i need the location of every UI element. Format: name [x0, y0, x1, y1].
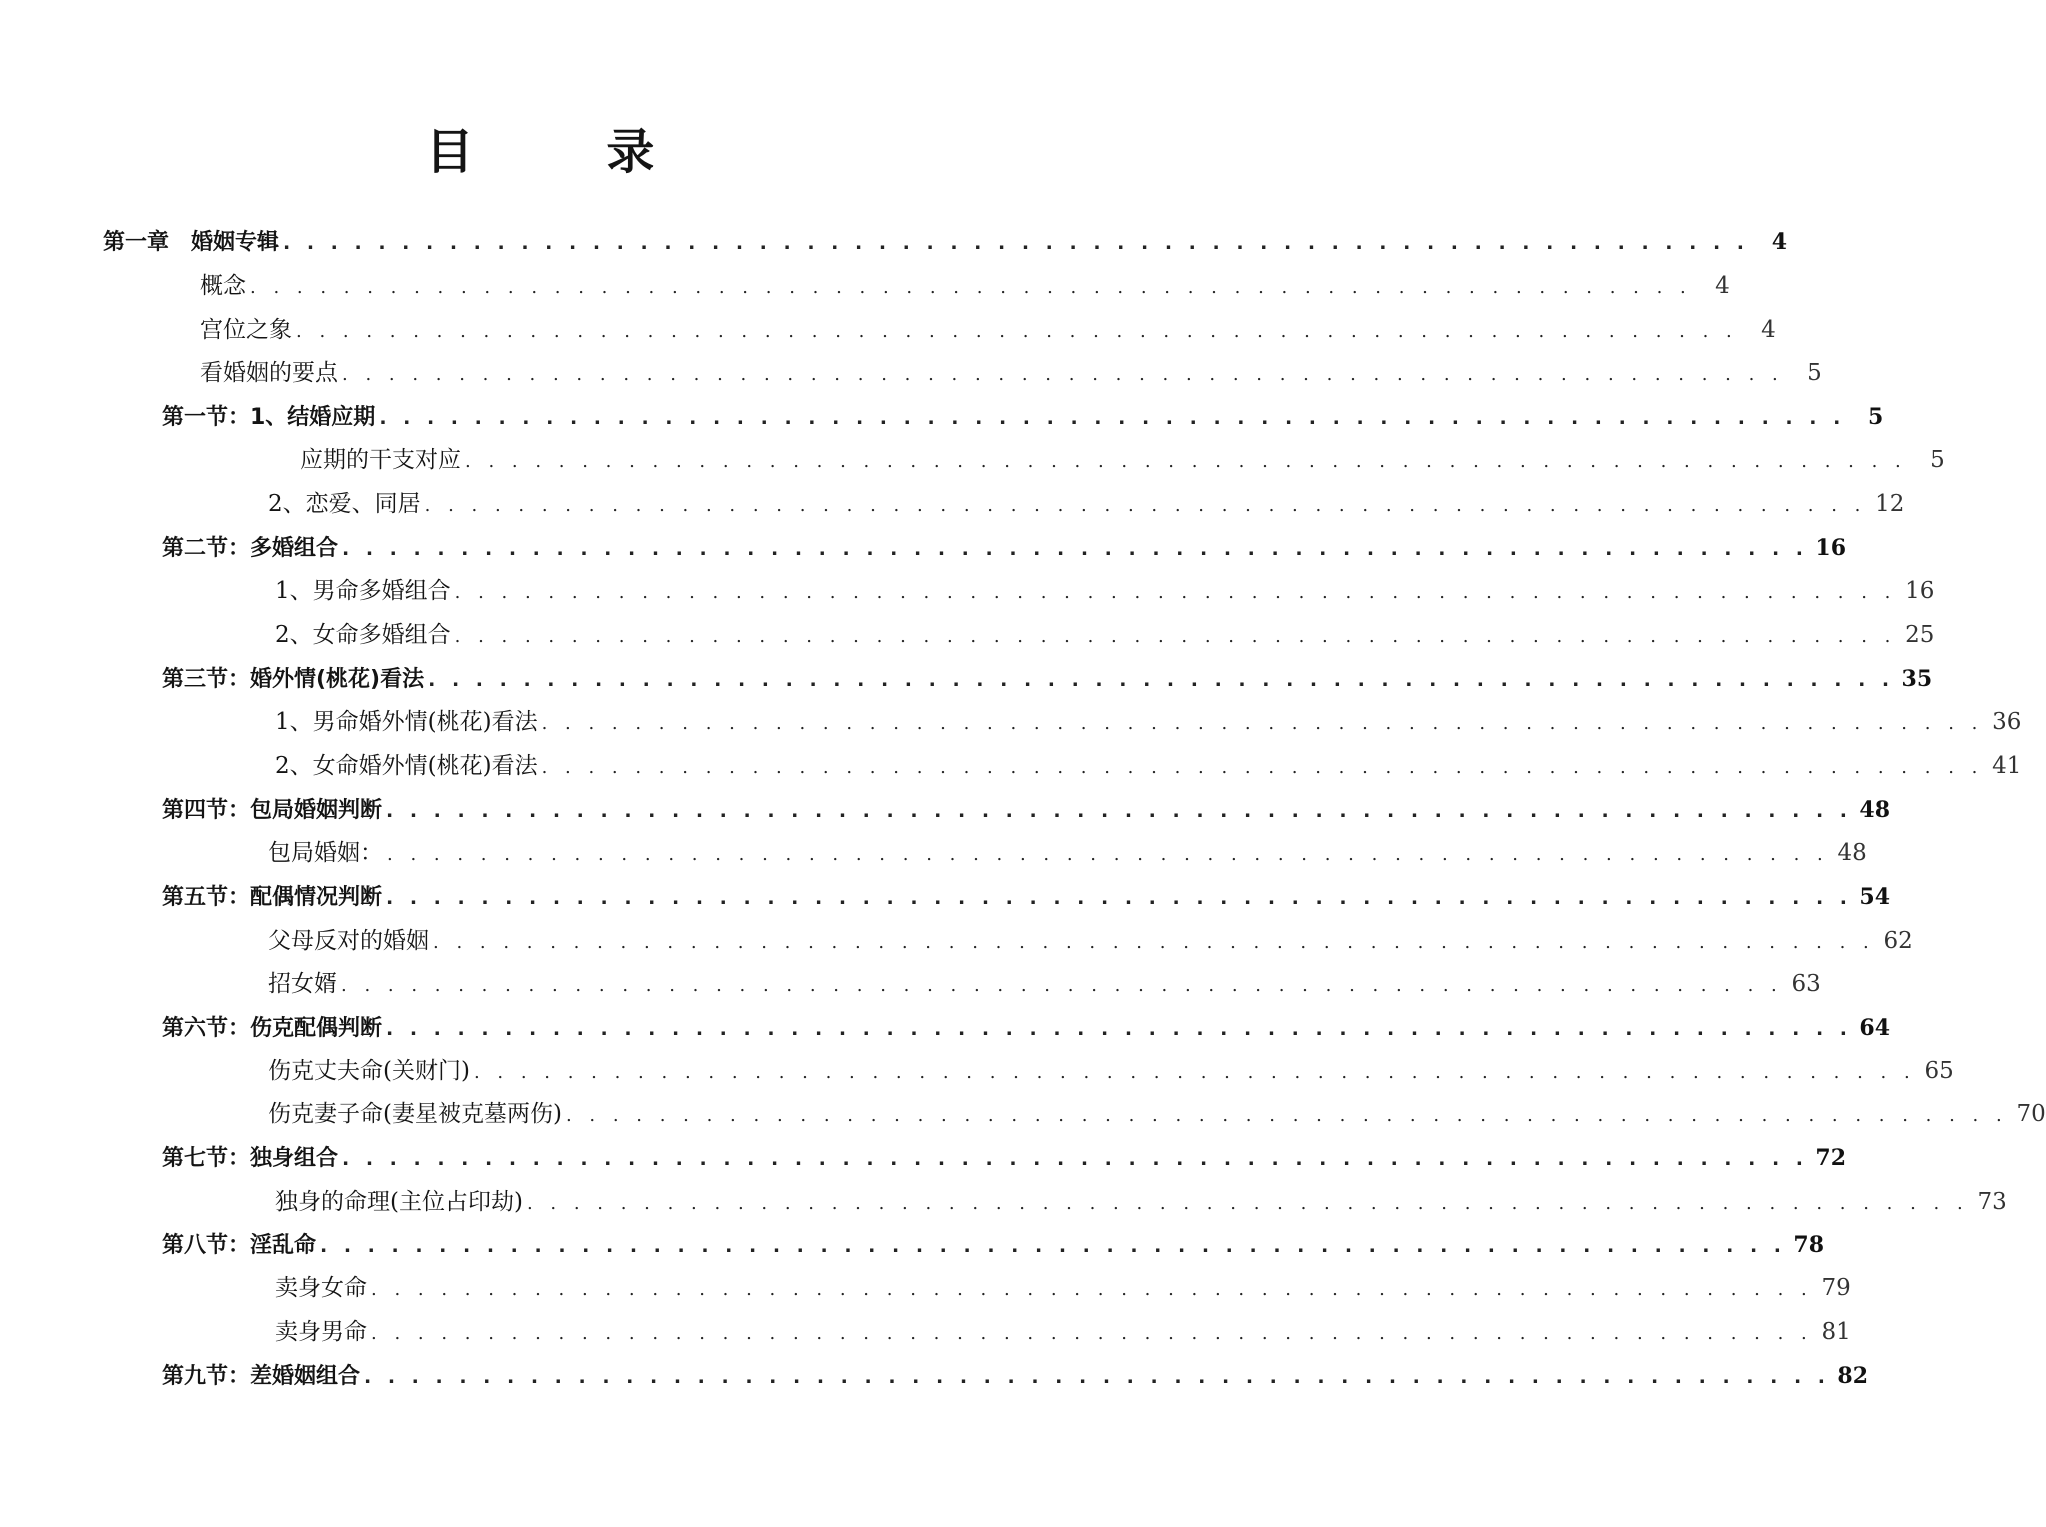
- toc-dot-leader: . . . . . . . . . . . . . . . . . . . . . . . . . . . . . . . . . . . . . . . . . . . . . . . . . . . . . . . . . . . . . .: [541, 713, 1984, 734]
- toc-page-number: 5: [1930, 447, 1945, 473]
- toc-page-number: 36: [1992, 709, 2022, 735]
- toc-dot-leader: . . . . . . . . . . . . . . . . . . . . . . . . . . . . . . . . . . . . . . . . . . . . . . . . . . . . . . . . . . . . . .: [424, 495, 1867, 516]
- toc-page-number: 48: [1859, 797, 1891, 823]
- toc-dot-leader: . . . . . . . . . . . . . . . . . . . . . . . . . . . . . . . . . . . . . . . . . . . . . . . . . . . . . . . . . . . . . .: [387, 844, 1829, 865]
- toc-section-4[interactable]: [162, 790, 1891, 830]
- toc-entry-label: 2、女命多婚组合: [275, 622, 451, 648]
- toc-entry-label: 招女婿: [268, 971, 337, 997]
- toc-page-number: 16: [1905, 578, 1935, 604]
- toc-dot-leader: . . . . . . . . . . . . . . . . . . . . . . . . . . . . . . . . . . . . . . . . . . . . . . . . . . . . . . . . . . . . . .: [379, 407, 1846, 429]
- toc-page-number: 64: [1859, 1015, 1891, 1041]
- toc-page-number: 25: [1905, 622, 1935, 648]
- toc-entry-label: 伤克妻子命(妻星被克墓两伤): [268, 1101, 562, 1127]
- toc-entry-label: 1、男命多婚组合: [275, 578, 451, 604]
- toc-dot-leader: . . . . . . . . . . . . . . . . . . . . . . . . . . . . . . . . . . . . . . . . . . . . . . . . . . . . . . . . . . . . . .: [473, 1062, 1916, 1083]
- toc-page-number: 5: [1807, 360, 1822, 386]
- toc-dot-leader: . . . . . . . . . . . . . . . . . . . . . . . . . . . . . . . . . . . . . . . . . . . . . . . . . . . . . . . . . . . . . .: [386, 1018, 1853, 1040]
- toc-entry-label: 看婚姻的要点: [200, 360, 338, 386]
- toc-entry-label: 第七节：独身组合: [162, 1146, 339, 1171]
- toc-entry-label: 第九节：差婚姻组合: [162, 1364, 361, 1389]
- toc-entry-harm-wife[interactable]: [268, 1094, 2046, 1134]
- toc-dot-leader: . . . . . . . . . . . . . . . . . . . . . . . . . . . . . . . . . . . . . . . . . . . . . . . . . . . . . . . . . . . . . .: [342, 1148, 1809, 1170]
- toc-entry-timing[interactable]: [300, 440, 1945, 480]
- toc-page-number: 4: [1761, 317, 1776, 343]
- toc-dot-leader: . . . . . . . . . . . . . . . . . . . . . . . . . . . . . . . . . . . . . . . . . . . . . . . . . . . . . . . . . . . . . .: [454, 626, 1897, 647]
- toc-dot-leader: . . . . . . . . . . . . . . . . . . . . . . . . . . . . . . . . . . . . . . . . . . . . . . . . . . . . . . . . . . . . . .: [541, 757, 1984, 778]
- toc-page-number: 35: [1901, 666, 1933, 692]
- toc-entry-label: 概念: [200, 273, 246, 299]
- toc-entry-label: 1、男命婚外情(桃花)看法: [275, 709, 538, 735]
- toc-page-number: 4: [1771, 229, 1788, 255]
- toc-entry-female-affair[interactable]: [275, 746, 2022, 786]
- toc-section-1[interactable]: [162, 397, 1884, 437]
- toc-entry-son-in-law[interactable]: [268, 964, 1821, 1004]
- toc-entry-label: 父母反对的婚姻: [268, 928, 429, 954]
- toc-section-9[interactable]: [162, 1356, 1869, 1396]
- toc-entry-label: 卖身女命: [275, 1275, 367, 1301]
- toc-entry-single-destiny[interactable]: [275, 1182, 2007, 1222]
- toc-dot-leader: . . . . . . . . . . . . . . . . . . . . . . . . . . . . . . . . . . . . . . . . . . . . . . . . . . . . . . . . . . . . . .: [428, 669, 1895, 691]
- toc-entry-label: 包局婚姻：: [268, 840, 383, 866]
- toc-entry-male-sell[interactable]: [275, 1312, 1851, 1352]
- toc-dot-leader: . . . . . . . . . . . . . . . . . . . . . . . . . . . . . . . . . . . . . . . . . . . . . . . . . . . . . . . . . . . . . .: [296, 321, 1738, 342]
- toc-entry-palace[interactable]: [200, 310, 1776, 350]
- toc-page-number: 72: [1815, 1145, 1847, 1171]
- toc-entry-parents-oppose[interactable]: [268, 921, 1913, 961]
- toc-dot-leader: . . . . . . . . . . . . . . . . . . . . . . . . . . . . . . . . . . . . . . . . . . . . . . . . . . . . . . . . . . . . . .: [283, 232, 1750, 254]
- toc-entry-label: 第八节：淫乱命: [162, 1233, 317, 1258]
- toc-page-number: 5: [1868, 404, 1884, 430]
- toc-entry-male-multi[interactable]: [275, 571, 1935, 611]
- toc-page-number: 65: [1924, 1058, 1954, 1084]
- toc-page-number: 63: [1791, 971, 1821, 997]
- toc-entry-label: 第四节：包局婚姻判断: [162, 798, 383, 823]
- toc-dot-leader: . . . . . . . . . . . . . . . . . . . . . . . . . . . . . . . . . . . . . . . . . . . . . . . . . . . . . . . . . . . . . .: [342, 364, 1784, 385]
- toc-page-number: 70: [2016, 1101, 2046, 1127]
- toc-dot-leader: . . . . . . . . . . . . . . . . . . . . . . . . . . . . . . . . . . . . . . . . . . . . . . . . . . . . . . . . . . . . . .: [250, 277, 1692, 298]
- toc-page-number: 48: [1837, 840, 1867, 866]
- toc-entry-key-points[interactable]: [200, 353, 1822, 393]
- toc-entry-label: 宫位之象: [200, 317, 292, 343]
- toc-section-5[interactable]: [162, 877, 1891, 917]
- toc-page-number: 73: [1977, 1189, 2007, 1215]
- toc-entry-label: 第三节：婚外情(桃花)看法: [162, 667, 425, 692]
- toc-entry-label: 第一章 婚姻专辑: [103, 230, 280, 255]
- toc-dot-leader: . . . . . . . . . . . . . . . . . . . . . . . . . . . . . . . . . . . . . . . . . . . . . . . . . . . . . . . . . . . . . .: [386, 887, 1853, 909]
- toc-page-number: 41: [1992, 753, 2022, 779]
- toc-chapter-1[interactable]: [103, 222, 1788, 262]
- toc-entry-label: 第五节：配偶情况判断: [162, 885, 383, 910]
- toc-entry-label: 2、恋爱、同居: [268, 491, 421, 517]
- toc-dot-leader: . . . . . . . . . . . . . . . . . . . . . . . . . . . . . . . . . . . . . . . . . . . . . . . . . . . . . . . . . . . . . .: [342, 538, 1809, 560]
- toc-page-number: 78: [1793, 1232, 1825, 1258]
- toc-entry-male-affair[interactable]: [275, 702, 2022, 742]
- toc-page-number: 82: [1837, 1363, 1869, 1389]
- toc-entry-harm-husband[interactable]: [268, 1051, 1954, 1091]
- toc-dot-leader: . . . . . . . . . . . . . . . . . . . . . . . . . . . . . . . . . . . . . . . . . . . . . . . . . . . . . . . . . . . . . .: [465, 451, 1907, 472]
- toc-dot-leader: . . . . . . . . . . . . . . . . . . . . . . . . . . . . . . . . . . . . . . . . . . . . . . . . . . . . . . . . . . . . . .: [341, 975, 1783, 996]
- toc-entry-label: 伤克丈夫命(关财门): [268, 1058, 470, 1084]
- toc-page-number: 81: [1821, 1319, 1851, 1345]
- toc-dot-leader: . . . . . . . . . . . . . . . . . . . . . . . . . . . . . . . . . . . . . . . . . . . . . . . . . . . . . . . . . . . . . .: [386, 800, 1853, 822]
- toc-entry-label: 第六节：伤克配偶判断: [162, 1016, 383, 1041]
- toc-section-6[interactable]: [162, 1008, 1891, 1048]
- toc-page-number: 54: [1859, 884, 1891, 910]
- toc-page-number: 16: [1815, 535, 1847, 561]
- toc-page-number: 4: [1715, 273, 1730, 299]
- toc-entry-label: 卖身男命: [275, 1319, 367, 1345]
- toc-dot-leader: . . . . . . . . . . . . . . . . . . . . . . . . . . . . . . . . . . . . . . . . . . . . . . . . . . . . . . . . . . . . . .: [371, 1279, 1813, 1300]
- toc-dot-leader: . . . . . . . . . . . . . . . . . . . . . . . . . . . . . . . . . . . . . . . . . . . . . . . . . . . . . . . . . . . . . .: [364, 1366, 1831, 1388]
- toc-entry-concept[interactable]: [200, 266, 1730, 306]
- toc-section-8[interactable]: [162, 1225, 1825, 1265]
- toc-entry-label: 第二节：多婚组合: [162, 536, 339, 561]
- toc-section-7[interactable]: [162, 1138, 1847, 1178]
- toc-entry-label: 应期的干支对应: [300, 447, 461, 473]
- toc-entry-label: 第一节：1、结婚应期: [162, 405, 376, 430]
- toc-entry-enclosed-marriage[interactable]: [268, 833, 1867, 873]
- toc-entry-label: 独身的命理(主位占印劫): [275, 1189, 523, 1215]
- toc-entry-female-multi[interactable]: [275, 615, 1935, 655]
- toc-page-number: 79: [1821, 1275, 1851, 1301]
- toc-dot-leader: . . . . . . . . . . . . . . . . . . . . . . . . . . . . . . . . . . . . . . . . . . . . . . . . . . . . . . . . . . . . . .: [433, 932, 1875, 953]
- page-title: 目 录: [425, 124, 713, 180]
- toc-section-2[interactable]: [162, 528, 1847, 568]
- toc-dot-leader: . . . . . . . . . . . . . . . . . . . . . . . . . . . . . . . . . . . . . . . . . . . . . . . . . . . . . . . . . . . . . .: [320, 1235, 1787, 1257]
- toc-entry-cohabitation[interactable]: [268, 484, 1905, 524]
- toc-page-number: 62: [1883, 928, 1913, 954]
- toc-dot-leader: . . . . . . . . . . . . . . . . . . . . . . . . . . . . . . . . . . . . . . . . . . . . . . . . . . . . . . . . . . . . . .: [526, 1193, 1969, 1214]
- toc-entry-female-sell[interactable]: [275, 1268, 1851, 1308]
- toc-entry-label: 2、女命婚外情(桃花)看法: [275, 753, 538, 779]
- toc-page-number: 12: [1875, 491, 1905, 517]
- toc-section-3[interactable]: [162, 659, 1933, 699]
- toc-dot-leader: . . . . . . . . . . . . . . . . . . . . . . . . . . . . . . . . . . . . . . . . . . . . . . . . . . . . . . . . . . . . . .: [454, 582, 1897, 603]
- toc-dot-leader: . . . . . . . . . . . . . . . . . . . . . . . . . . . . . . . . . . . . . . . . . . . . . . . . . . . . . . . . . . . . . .: [565, 1105, 2008, 1126]
- toc-dot-leader: . . . . . . . . . . . . . . . . . . . . . . . . . . . . . . . . . . . . . . . . . . . . . . . . . . . . . . . . . . . . . .: [371, 1323, 1813, 1344]
